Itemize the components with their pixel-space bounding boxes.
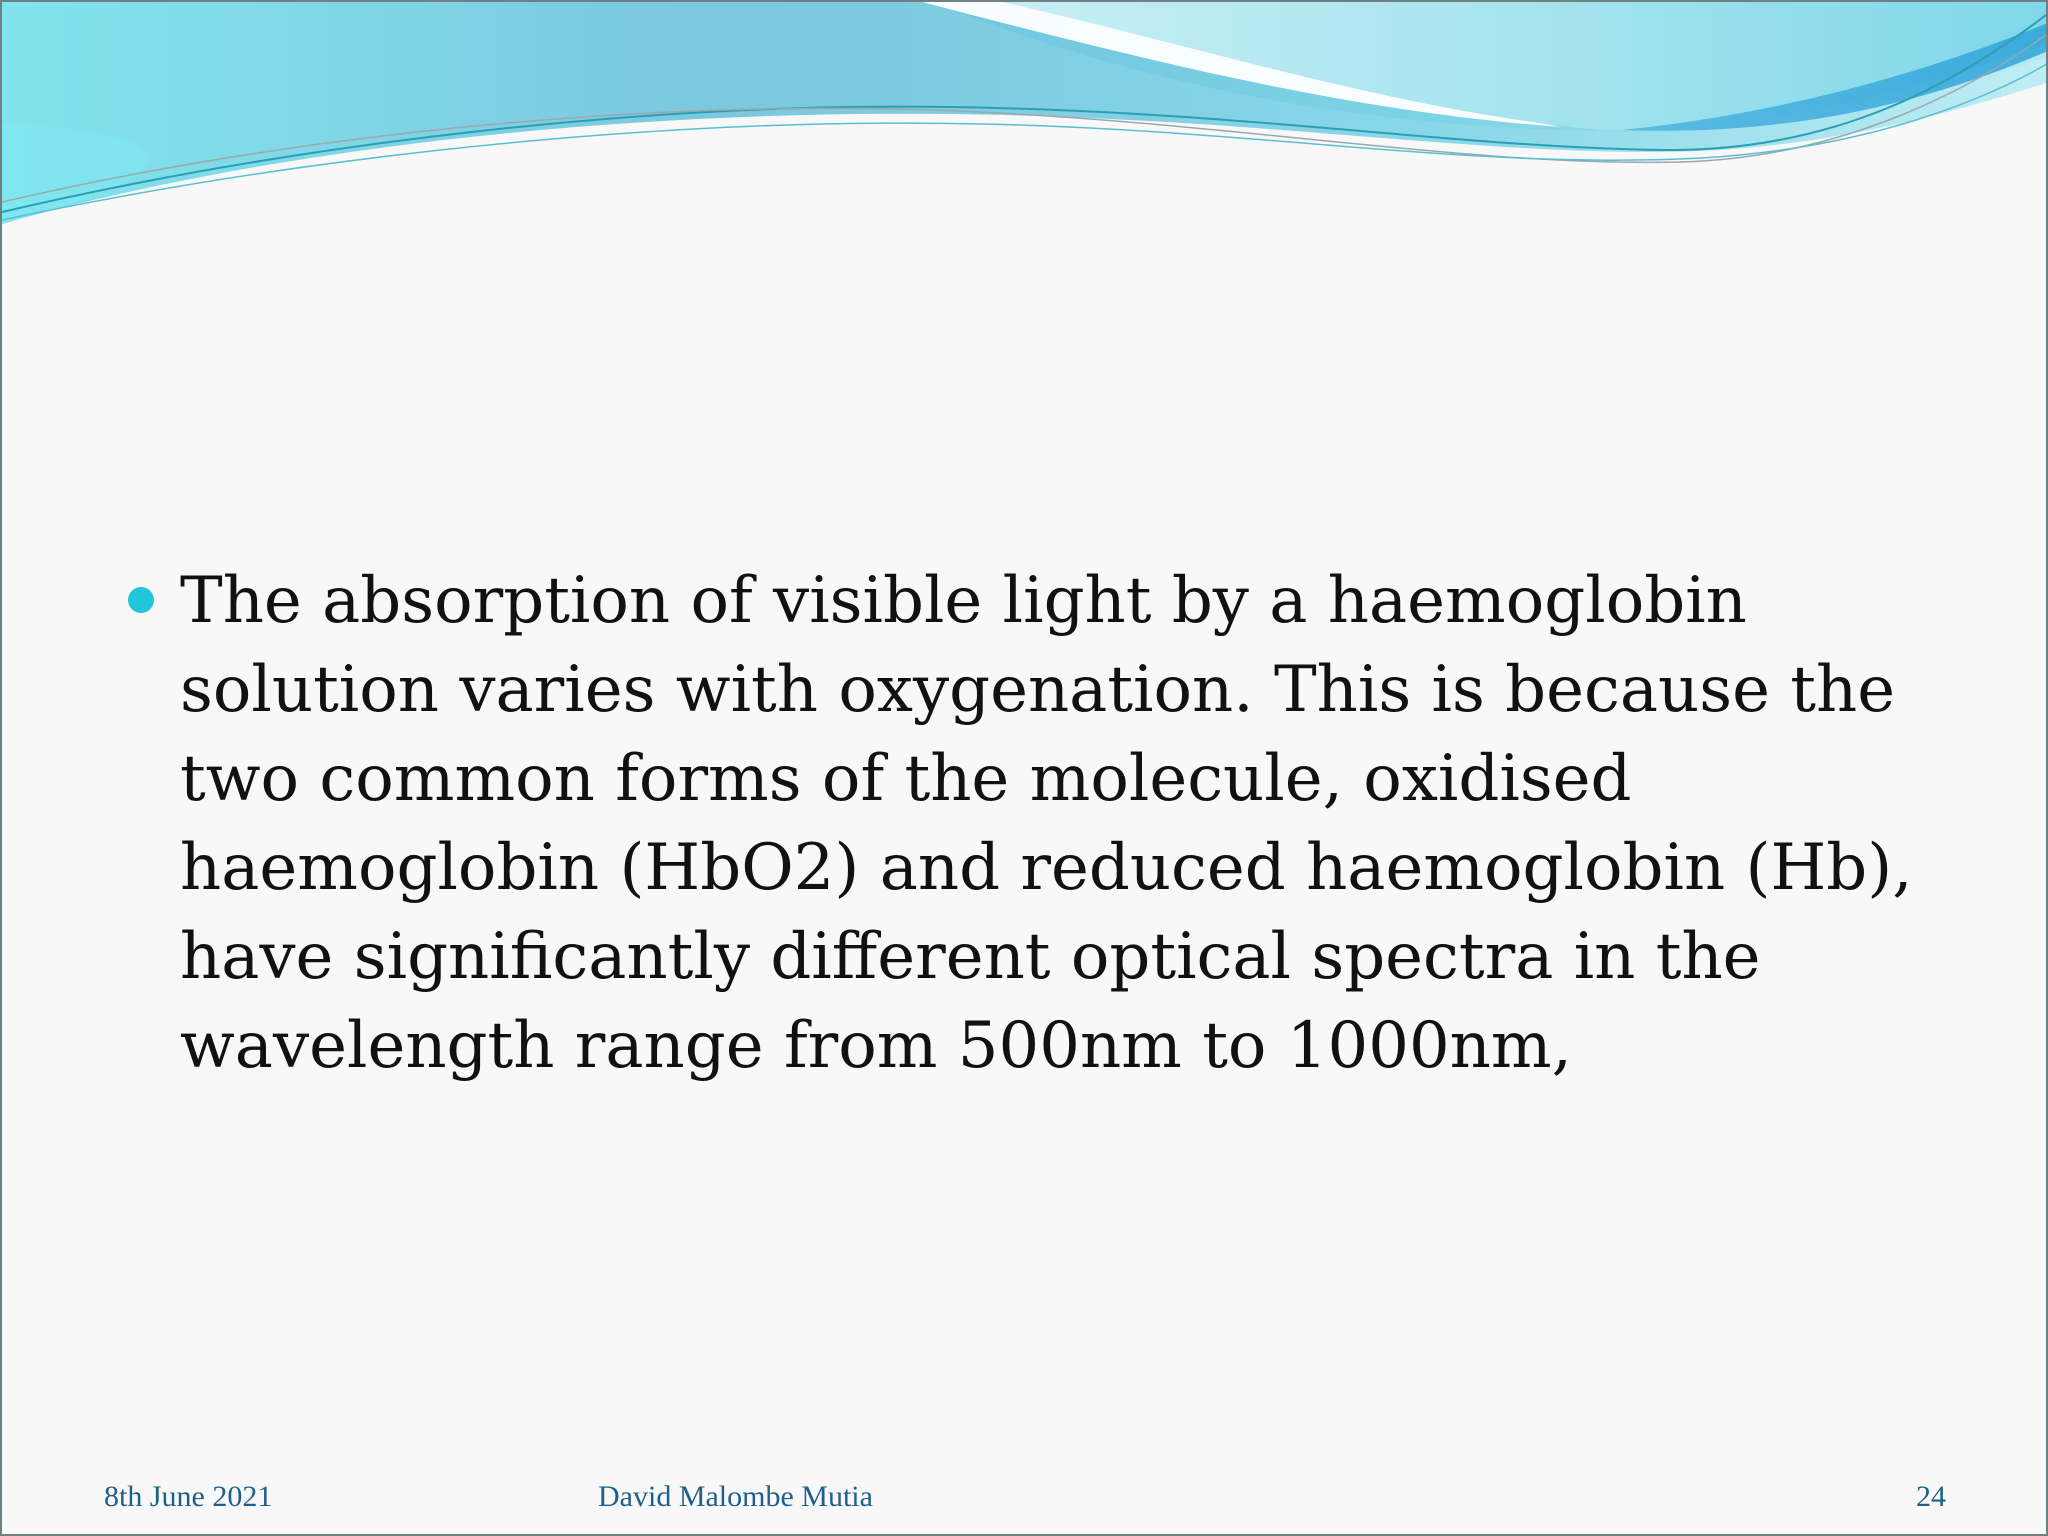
- slide-number: 24: [1916, 1480, 1946, 1513]
- footer-date: 8th June 2021: [104, 1480, 273, 1513]
- footer-author: David Malombe Mutia: [598, 1480, 873, 1513]
- slide-body: [128, 557, 1958, 1091]
- bullet-point-icon: [128, 587, 154, 613]
- header-wave-decoration: [2, 2, 2048, 242]
- bullet-text: The absorption of visible light by a haemoglobin solution varies with oxygenation. This is because the two common forms of the molecule, oxidised haemoglobin (HbO2) and reduced haemoglobin (Hb), have significantly different optical spectra in the wavelength range from 500nm to 1000nm,: [180, 564, 1913, 1083]
- bullet-item: [128, 557, 1958, 1091]
